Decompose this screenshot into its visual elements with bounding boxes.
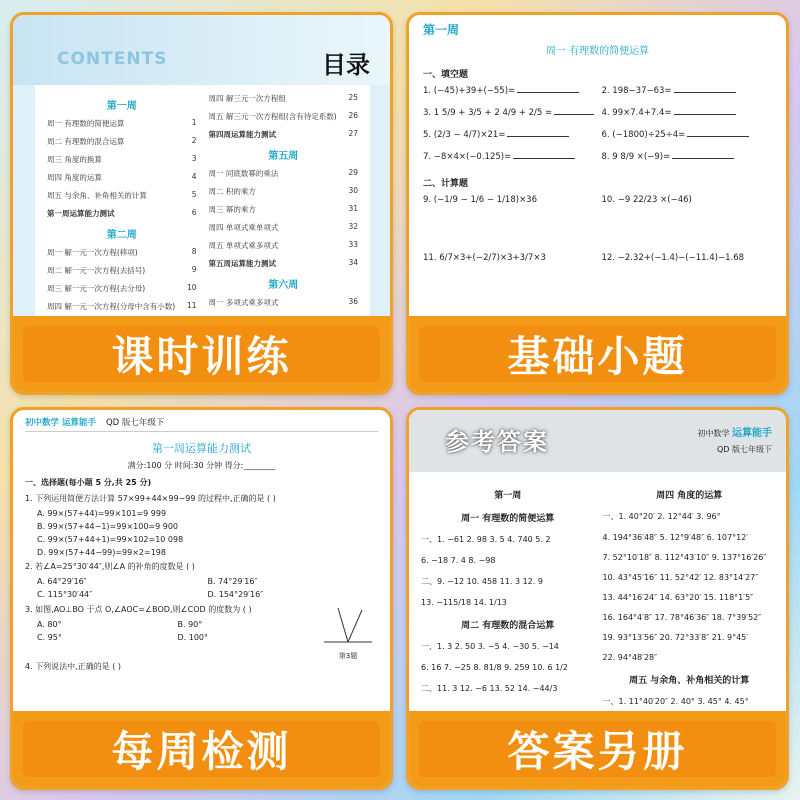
toc-row <box>209 258 359 269</box>
options <box>37 620 318 642</box>
page-header <box>25 416 378 432</box>
toc-row <box>47 265 197 276</box>
fill-question <box>602 152 773 162</box>
answer-column-left <box>421 482 595 711</box>
answer-blank <box>554 114 593 115</box>
toc-page-number: 29 <box>348 168 358 177</box>
question-text: 6. (−1800)÷25÷4= <box>601 130 686 140</box>
banner <box>13 316 390 392</box>
section-heading: 一、选择题(每小题 5 分,共 25 分) <box>25 478 152 487</box>
toc-page-number: 6 <box>191 208 197 217</box>
card-course-training <box>10 12 393 395</box>
week-heading: 第六周 <box>268 280 299 291</box>
calc-question: 11. 6/7×3+(−2/7)×3+3/7×3 <box>423 253 546 263</box>
question-text: 7. −8×4×(−0.125)= <box>423 152 512 162</box>
toc-row <box>47 118 197 129</box>
lesson-heading: 周二 有理数的混合运算 <box>461 621 555 631</box>
figure-caption: 第3题 <box>338 652 358 660</box>
toc-row <box>47 136 197 147</box>
calc-question: 10. −9 22/23 ×(−46) <box>601 195 692 205</box>
brand-name: 运算能手 <box>732 428 772 439</box>
answer-blank <box>513 158 575 159</box>
fill-question <box>602 130 773 140</box>
toc-entry-label: 周五 与余角、补角相关的计算 <box>47 191 147 200</box>
brand <box>697 426 772 458</box>
toc-row <box>209 186 359 197</box>
toc-heading: 目录 <box>322 51 370 79</box>
toc-row <box>209 93 359 104</box>
fill-question <box>602 108 773 118</box>
week-heading: 第二周 <box>106 230 137 241</box>
answer-blank <box>687 136 749 137</box>
option: B. 74°29′16″ <box>207 577 258 586</box>
toc-page-number: 2 <box>191 136 197 145</box>
toc-row <box>47 190 197 201</box>
toc-row <box>209 204 359 215</box>
calc-questions <box>423 195 772 263</box>
week-heading: 第一周 <box>106 101 137 112</box>
test-meta: 满分:100 分 时间:30 分钟 得分:________ <box>127 461 276 470</box>
fill-question <box>423 130 594 140</box>
lesson-heading: 周一 有理数的简便运算 <box>461 514 555 524</box>
banner-label: 答案另册 <box>507 727 688 776</box>
option: B. 90° <box>177 620 203 629</box>
toc-entry-label: 周二 积的乘方 <box>208 187 256 196</box>
question-text: 4. 99×7.4+7.4= <box>601 108 672 118</box>
edition: QD 版七年级下 <box>105 418 165 428</box>
answer-blank <box>674 92 736 93</box>
fill-question <box>602 86 773 96</box>
toc-page-number: 33 <box>348 240 358 249</box>
card-weekly-test <box>10 407 393 790</box>
toc-column-left <box>41 93 203 311</box>
option: D. 154°29′16″ <box>207 590 264 599</box>
question-text: 8. 9 8/9 ×(−9)= <box>601 152 671 162</box>
banner <box>409 316 786 392</box>
option: C. 95° <box>37 633 62 642</box>
options <box>37 509 378 557</box>
answer-row: 一、1. −61 2. 98 3. 5 4. 740 5. 2 <box>421 535 551 544</box>
toc-entry-label: 周四 单项式乘单项式 <box>208 223 279 232</box>
card-answer-booklet <box>406 407 789 790</box>
toc-page-number: 26 <box>348 111 358 120</box>
toc-list <box>35 85 370 316</box>
edition: QD 版七年级下 <box>717 445 772 454</box>
answer-row: 13. 44°16′24″ 14. 63°20′ 15. 118°1′5″ <box>602 593 754 602</box>
toc-row <box>209 168 359 179</box>
question: 2. 若∠A=25°30′44″,则∠A 的补角的度数是 ( ) <box>25 562 195 571</box>
toc-entry-label: 周一 多项式乘多项式 <box>208 298 279 307</box>
toc-entry-label: 周二 解一元一次方程(去括号) <box>47 266 146 275</box>
toc-row <box>209 297 359 308</box>
question: 3. 如图,AO⊥BO 于点 O,∠AOC=∠BOD,则∠COD 的度数为 ( ) <box>25 605 252 614</box>
answer-row: 16. 164°4′8″ 17. 78°46′36″ 18. 7°39′52″ <box>602 613 762 622</box>
toc-row <box>47 172 197 183</box>
toc-entry-label: 第五周运算能力测试 <box>208 259 276 268</box>
test-title: 第一周运算能力测试 <box>152 442 251 455</box>
lesson-title: 周一 有理数的简便运算 <box>545 46 650 57</box>
toc-page-number: 1 <box>191 118 197 127</box>
answer-blank <box>672 158 734 159</box>
answer-row: 二、9. −12 10. 458 11. 3 12. 9 <box>421 577 543 586</box>
brand: 初中数学 运算能手 <box>25 418 96 428</box>
lesson-heading: 周四 角度的运算 <box>656 491 723 501</box>
toc-page-number: 8 <box>191 247 197 256</box>
toc-row <box>209 129 359 140</box>
exercise-page <box>409 15 786 316</box>
lesson-heading: 周五 与余角、补角相关的计算 <box>629 676 750 686</box>
answer-row: 一、1. 40°20′ 2. 12°44′ 3. 96° <box>602 512 721 521</box>
answer-page <box>409 410 786 711</box>
toc-entry-label: 第一周运算能力测试 <box>47 209 115 218</box>
fill-question <box>423 108 594 118</box>
toc-entry-label: 第四周运算能力测试 <box>208 130 276 139</box>
calc-question: 9. (−1/9 − 1/6 − 1/18)×36 <box>423 195 538 205</box>
week-heading: 第一周 <box>494 491 522 501</box>
answer-title: 参考答案 <box>445 428 549 456</box>
answer-row: 13. −115/18 14. 1/13 <box>421 598 507 607</box>
question-text: 1. (−45)+39+(−55)= <box>423 86 516 96</box>
banner-label: 每周检测 <box>111 727 292 776</box>
answer-row: 6. 16 7. −25 8. 81/8 9. 259 10. 6 1/2 <box>421 663 568 672</box>
toc-row <box>209 111 359 122</box>
option: A. 99×(57+44)=99×101=9 999 <box>37 509 167 518</box>
week-heading: 第五周 <box>268 151 299 162</box>
options <box>37 577 378 599</box>
toc-page-number: 31 <box>348 204 358 213</box>
banner <box>409 711 786 787</box>
option: C. 99×(57+44+1)=99×102=10 098 <box>37 535 184 544</box>
option: D. 100° <box>177 633 209 642</box>
test-page <box>13 410 390 711</box>
toc-entry-label: 周二 有理数的混合运算 <box>47 137 125 146</box>
toc-row <box>47 154 197 165</box>
toc-page <box>13 15 390 316</box>
toc-entry-label: 周五 解三元一次方程组(含有待定系数) <box>208 112 337 121</box>
toc-entry-label: 周一 有理数的简便运算 <box>47 119 125 128</box>
toc-row <box>209 240 359 251</box>
option: A. 64°29′16″ <box>37 577 87 586</box>
toc-entry-label: 周五 单项式乘多项式 <box>208 241 279 250</box>
toc-row <box>47 247 197 258</box>
banner-label: 基础小题 <box>507 332 688 381</box>
answer-row: 19. 93°13′56″ 20. 72°33′8″ 21. 9°45′ <box>602 633 749 642</box>
section-heading: 二、计算题 <box>423 179 469 189</box>
answer-row: 一、1. 3 2. 50 3. −5 4. −30 5. −14 <box>421 642 559 651</box>
toc-page-number: 34 <box>348 258 358 267</box>
answer-row: 7. 52°10′18″ 8. 112°43′10″ 9. 137°16′26″ <box>602 553 767 562</box>
toc-page-number: 25 <box>348 93 358 102</box>
section-heading: 一、填空题 <box>423 70 469 80</box>
option: C. 115°30′44″ <box>37 590 93 599</box>
brand-prefix: 初中数学 <box>697 429 730 438</box>
option: D. 99×(57+44−99)=99×2=198 <box>37 548 166 557</box>
toc-entry-label: 周四 角度的运算 <box>47 173 102 182</box>
toc-entry-label: 周三 解一元一次方程(去分母) <box>47 284 146 293</box>
answer-blank <box>507 136 569 137</box>
answer-column-right <box>603 482 777 711</box>
toc-page-number: 11 <box>186 301 197 310</box>
contents-label: CONTENTS <box>57 49 168 69</box>
answer-blank <box>674 114 736 115</box>
toc-entry-label: 周三 幂的乘方 <box>208 205 256 214</box>
toc-page-number: 32 <box>348 222 358 231</box>
toc-page-number: 3 <box>191 154 197 163</box>
week-title: 第一周 <box>423 23 460 37</box>
answer-row: 一、1. 11°40′20″ 2. 40° 3. 45° 4. 45° <box>602 697 749 706</box>
fill-questions <box>423 86 772 162</box>
toc-row <box>47 301 197 312</box>
toc-entry-label: 周四 解一元一次方程(分母中含有小数) <box>47 302 176 311</box>
question: 1. 下列运用简便方法计算 57×99+44×99−99 的过程中,正确的是 ( ) <box>25 494 276 503</box>
question: 4. 下列说法中,正确的是 ( ) <box>25 662 122 671</box>
fill-question <box>423 86 594 96</box>
toc-page-number: 30 <box>348 186 358 195</box>
answer-blank <box>517 92 579 93</box>
toc-row <box>47 283 197 294</box>
question-text: 2. 198−37−63= <box>601 86 672 96</box>
question-text: 3. 1 5/9 + 3/5 + 2 4/9 + 2/5 = <box>423 108 553 118</box>
figure <box>318 604 378 661</box>
answer-row: 4. 194°36′48″ 5. 12°9′48″ 6. 107°12′ <box>602 533 749 542</box>
banner <box>13 711 390 787</box>
toc-page-number: 10 <box>186 283 197 292</box>
calc-question: 12. −2.32+(−1.4)−(−11.4)−1.68 <box>601 253 745 263</box>
option: A. 80° <box>37 620 62 629</box>
toc-page-number: 5 <box>191 190 197 199</box>
toc-column-right <box>203 93 365 308</box>
toc-row <box>209 222 359 233</box>
toc-entry-label: 周三 角度的换算 <box>47 155 102 164</box>
toc-row <box>47 208 197 219</box>
angle-figure-icon <box>320 604 376 648</box>
answer-row: 22. 94°48′28″ <box>602 653 658 662</box>
toc-page-number: 36 <box>348 297 358 306</box>
toc-entry-label: 周一 解一元一次方程(移项) <box>47 248 138 257</box>
option: B. 99×(57+44−1)=99×100=9 900 <box>37 522 179 531</box>
toc-page-number: 9 <box>191 265 197 274</box>
toc-entry-label: 周四 解三元一次方程组 <box>208 94 286 103</box>
toc-entry-label: 周一 同底数幂的乘法 <box>208 169 279 178</box>
fill-question <box>423 152 594 162</box>
question-text: 5. (2/3 − 4/7)×21= <box>423 130 506 140</box>
banner-label: 课时训练 <box>111 332 292 381</box>
toc-page-number: 4 <box>191 172 197 181</box>
answer-row: 10. 43°45′16″ 11. 52°42′ 12. 83°14′27″ <box>602 573 759 582</box>
card-basic-questions <box>406 12 789 395</box>
answer-row: 二、11. 3 12. −6 13. 52 14. −44/3 <box>421 684 558 693</box>
toc-page-number: 27 <box>348 129 358 138</box>
answer-row: 6. −18 7. 4 8. −98 <box>421 556 496 565</box>
